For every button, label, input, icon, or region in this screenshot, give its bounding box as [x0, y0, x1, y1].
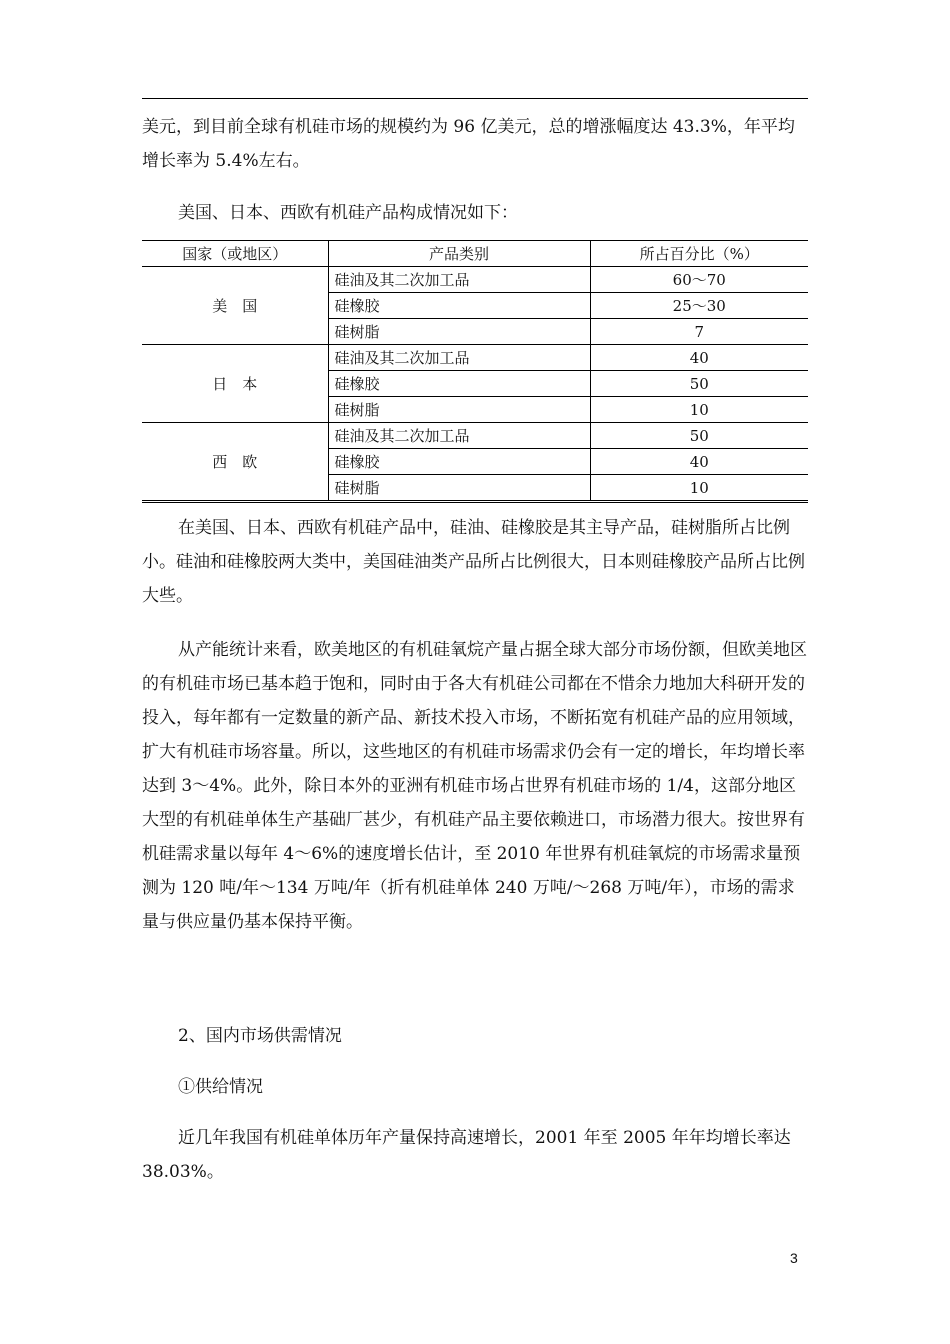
- silicone-product-table: [142, 240, 808, 503]
- product-cell: 硅油及其二次加工品: [328, 267, 590, 293]
- pct-cell: 25～30: [590, 293, 808, 319]
- product-cell: 硅油及其二次加工品: [328, 345, 590, 371]
- product-cell: 硅树脂: [328, 319, 590, 345]
- col-header-pct: 所占百分比（%）: [590, 241, 808, 267]
- table-row: [142, 423, 808, 449]
- product-cell: 硅树脂: [328, 475, 590, 502]
- product-cell: 硅橡胶: [328, 293, 590, 319]
- product-cell: 硅橡胶: [328, 371, 590, 397]
- country-cell-usa: 美 国: [142, 267, 328, 345]
- col-header-product: 产品类别: [328, 241, 590, 267]
- paragraph-capacity-analysis: 从产能统计来看，欧美地区的有机硅氧烷产量占据全球大部分市场份额，但欧美地区的有机硅市场已基本趋于饱和，同时由于各大有机硅公司都在不惜余力地加大科研开发的投入，每年都有一定数量的新产品、新技术投入市场，不断拓宽有机硅产品的应用领域，扩大有机硅市场容量。所以，这些地区的有机硅市场需求仍会有一定的增长，年均增长率达到 3～4%。此外，除日本外的亚洲有机硅市场占世界有机硅市场的 1/4，这部分地区大型的有机硅单体生产基础厂甚少，有机硅产品主要依赖进口，市场潜力很大。按世界有机硅需求量以每年 4～6%的速度增长估计，至 2010 年世界有机硅氧烷的市场需求量预测为 120 吨/年～134 万吨/年（折有机硅单体 240 万吨/～268 万吨/年），市场的需求量与供应量仍基本保持平衡。: [142, 640, 807, 932]
- product-cell: 硅橡胶: [328, 449, 590, 475]
- pct-cell: 50: [590, 371, 808, 397]
- col-header-country: 国家（或地区）: [142, 241, 328, 267]
- country-cell-japan: 日 本: [142, 345, 328, 423]
- pct-cell: 40: [590, 345, 808, 371]
- table-row: [142, 267, 808, 293]
- pct-cell: 10: [590, 397, 808, 423]
- section-heading-domestic-market: 2、国内市场供需情况: [178, 1026, 342, 1046]
- pct-cell: 60～70: [590, 267, 808, 293]
- pct-cell: 10: [590, 475, 808, 502]
- paragraph-continued: 美元，到目前全球有机硅市场的规模约为 96 亿美元，总的增涨幅度达 43.3%，年平均增长率为 5.4%左右。: [142, 117, 795, 171]
- header-rule: [142, 98, 808, 99]
- country-cell-western-europe: 西 欧: [142, 423, 328, 502]
- subsection-heading-supply: ①供给情况: [178, 1077, 263, 1097]
- paragraph-supply-growth: 近几年我国有机硅单体历年产量保持高速增长，2001 年至 2005 年年均增长率达 38.03%。: [142, 1128, 791, 1182]
- table-header-row: [142, 241, 808, 267]
- paragraph-product-analysis: 在美国、日本、西欧有机硅产品中，硅油、硅橡胶是其主导产品，硅树脂所占比例小。硅油和硅橡胶两大类中，美国硅油类产品所占比例很大，日本则硅橡胶产品所占比例大些。: [142, 518, 805, 606]
- table-row: [142, 345, 808, 371]
- product-cell: 硅树脂: [328, 397, 590, 423]
- page-number: 3: [790, 1250, 798, 1266]
- table-intro: 美国、日本、西欧有机硅产品构成情况如下：: [178, 203, 518, 223]
- pct-cell: 7: [590, 319, 808, 345]
- pct-cell: 40: [590, 449, 808, 475]
- pct-cell: 50: [590, 423, 808, 449]
- product-cell: 硅油及其二次加工品: [328, 423, 590, 449]
